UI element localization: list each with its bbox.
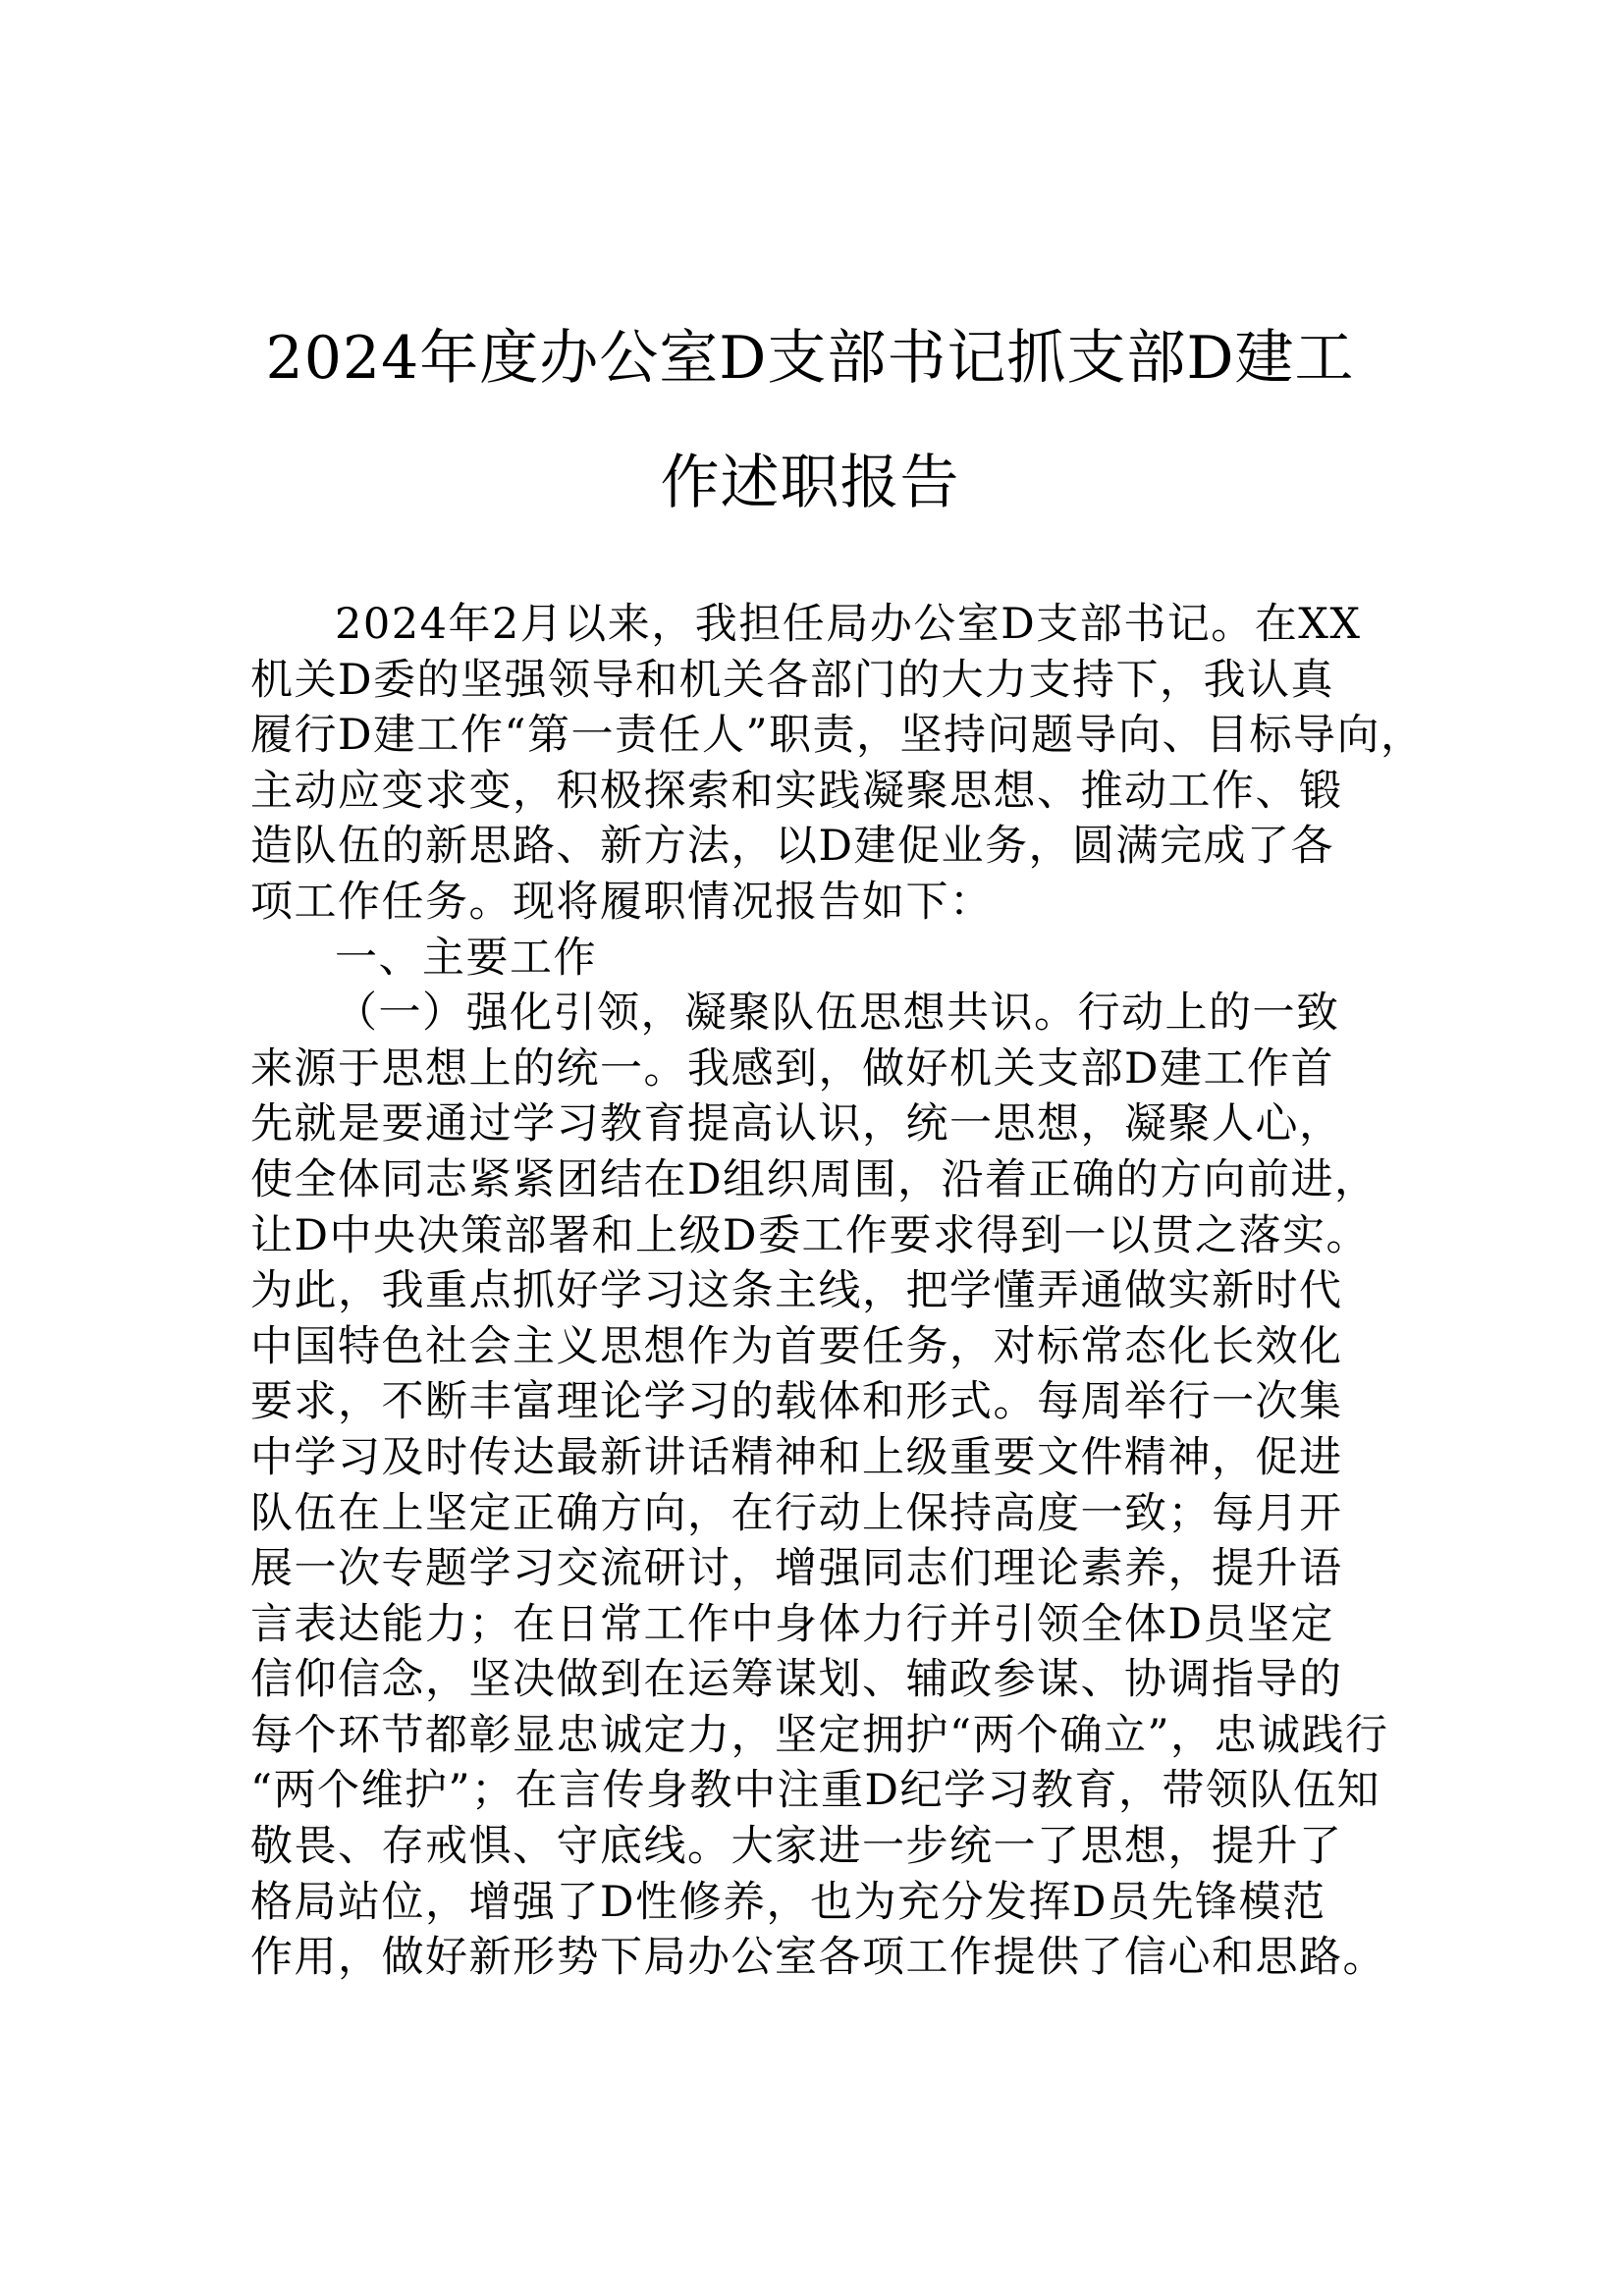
body-line: 来源于思想上的统一。我感到，做好机关支部D建工作首 [250,1043,1334,1094]
body-line: 主动应变求变，积极探索和实践凝聚思想、推动工作、锻 [250,766,1343,816]
body-line: 格局站位，增强了D性修养，也为充分发挥D员先锋模范 [250,1877,1326,1927]
body-line: 言表达能力；在日常工作中身体力行并引领全体D员坚定 [250,1599,1334,1649]
body-line: 队伍在上坚定正确方向，在行动上保持高度一致；每月开 [250,1488,1343,1538]
body-line: 造队伍的新思路、新方法，以D建促业务，圆满完成了各 [250,822,1334,872]
body-line: 使全体同志紧紧团结在D组织周围，沿着正确的方向前进， [250,1154,1379,1204]
body-line: 为此，我重点抓好学习这条主线，把学懂弄通做实新时代 [250,1266,1343,1316]
body-line: 每个环节都彰显忠诚定力，坚定拥护“两个确立”，忠诚践行 [250,1710,1389,1760]
body-line: 要求，不断丰富理论学习的载体和形式。每周举行一次集 [250,1377,1343,1427]
body-line: 机关D委的坚强领导和机关各部门的大力支持下，我认真 [250,655,1334,705]
body-line: 中国特色社会主义思想作为首要任务，对标常态化长效化 [250,1321,1343,1371]
body-line: 履行D建工作“第一责任人”职责，坚持问题导向、目标导向， [250,711,1425,761]
document-body [250,597,1425,1986]
body-line: 项工作任务。现将履职情况报告如下： [250,877,994,927]
body-line: 敬畏、存戒惧、守底线。大家进一步统一了思想，提升了 [250,1822,1343,1872]
document-title-line-1: 2024年度办公室D支部书记抓支部D建工 [265,324,1355,393]
body-line: 先就是要通过学习教育提高认识，统一思想，凝聚人心， [250,1099,1343,1149]
body-line: “两个维护”；在言传身教中注重D纪学习教育，带领队伍知 [250,1766,1380,1816]
body-line: 2024年2月以来，我担任局办公室D支部书记。在XX [335,600,1362,649]
body-line: 作用，做好新形势下局办公室各项工作提供了信心和思路。 [250,1933,1386,1983]
body-line: 中学习及时传达最新讲话精神和上级重要文件精神，促进 [250,1432,1343,1482]
body-line: 信仰信念，坚决做到在运筹谋划、辅政参谋、协调指导的 [250,1655,1343,1705]
section-heading: 一、主要工作 [335,933,597,983]
body-line: 让D中央决策部署和上级D委工作要求得到一以贯之落实。 [250,1210,1370,1260]
body-line: （一）强化引领，凝聚队伍思想共识。行动上的一致 [335,988,1340,1039]
body-line: 展一次专题学习交流研讨，增强同志们理论素养，提升语 [250,1544,1343,1594]
document-title-line-2: 作述职报告 [660,449,960,517]
